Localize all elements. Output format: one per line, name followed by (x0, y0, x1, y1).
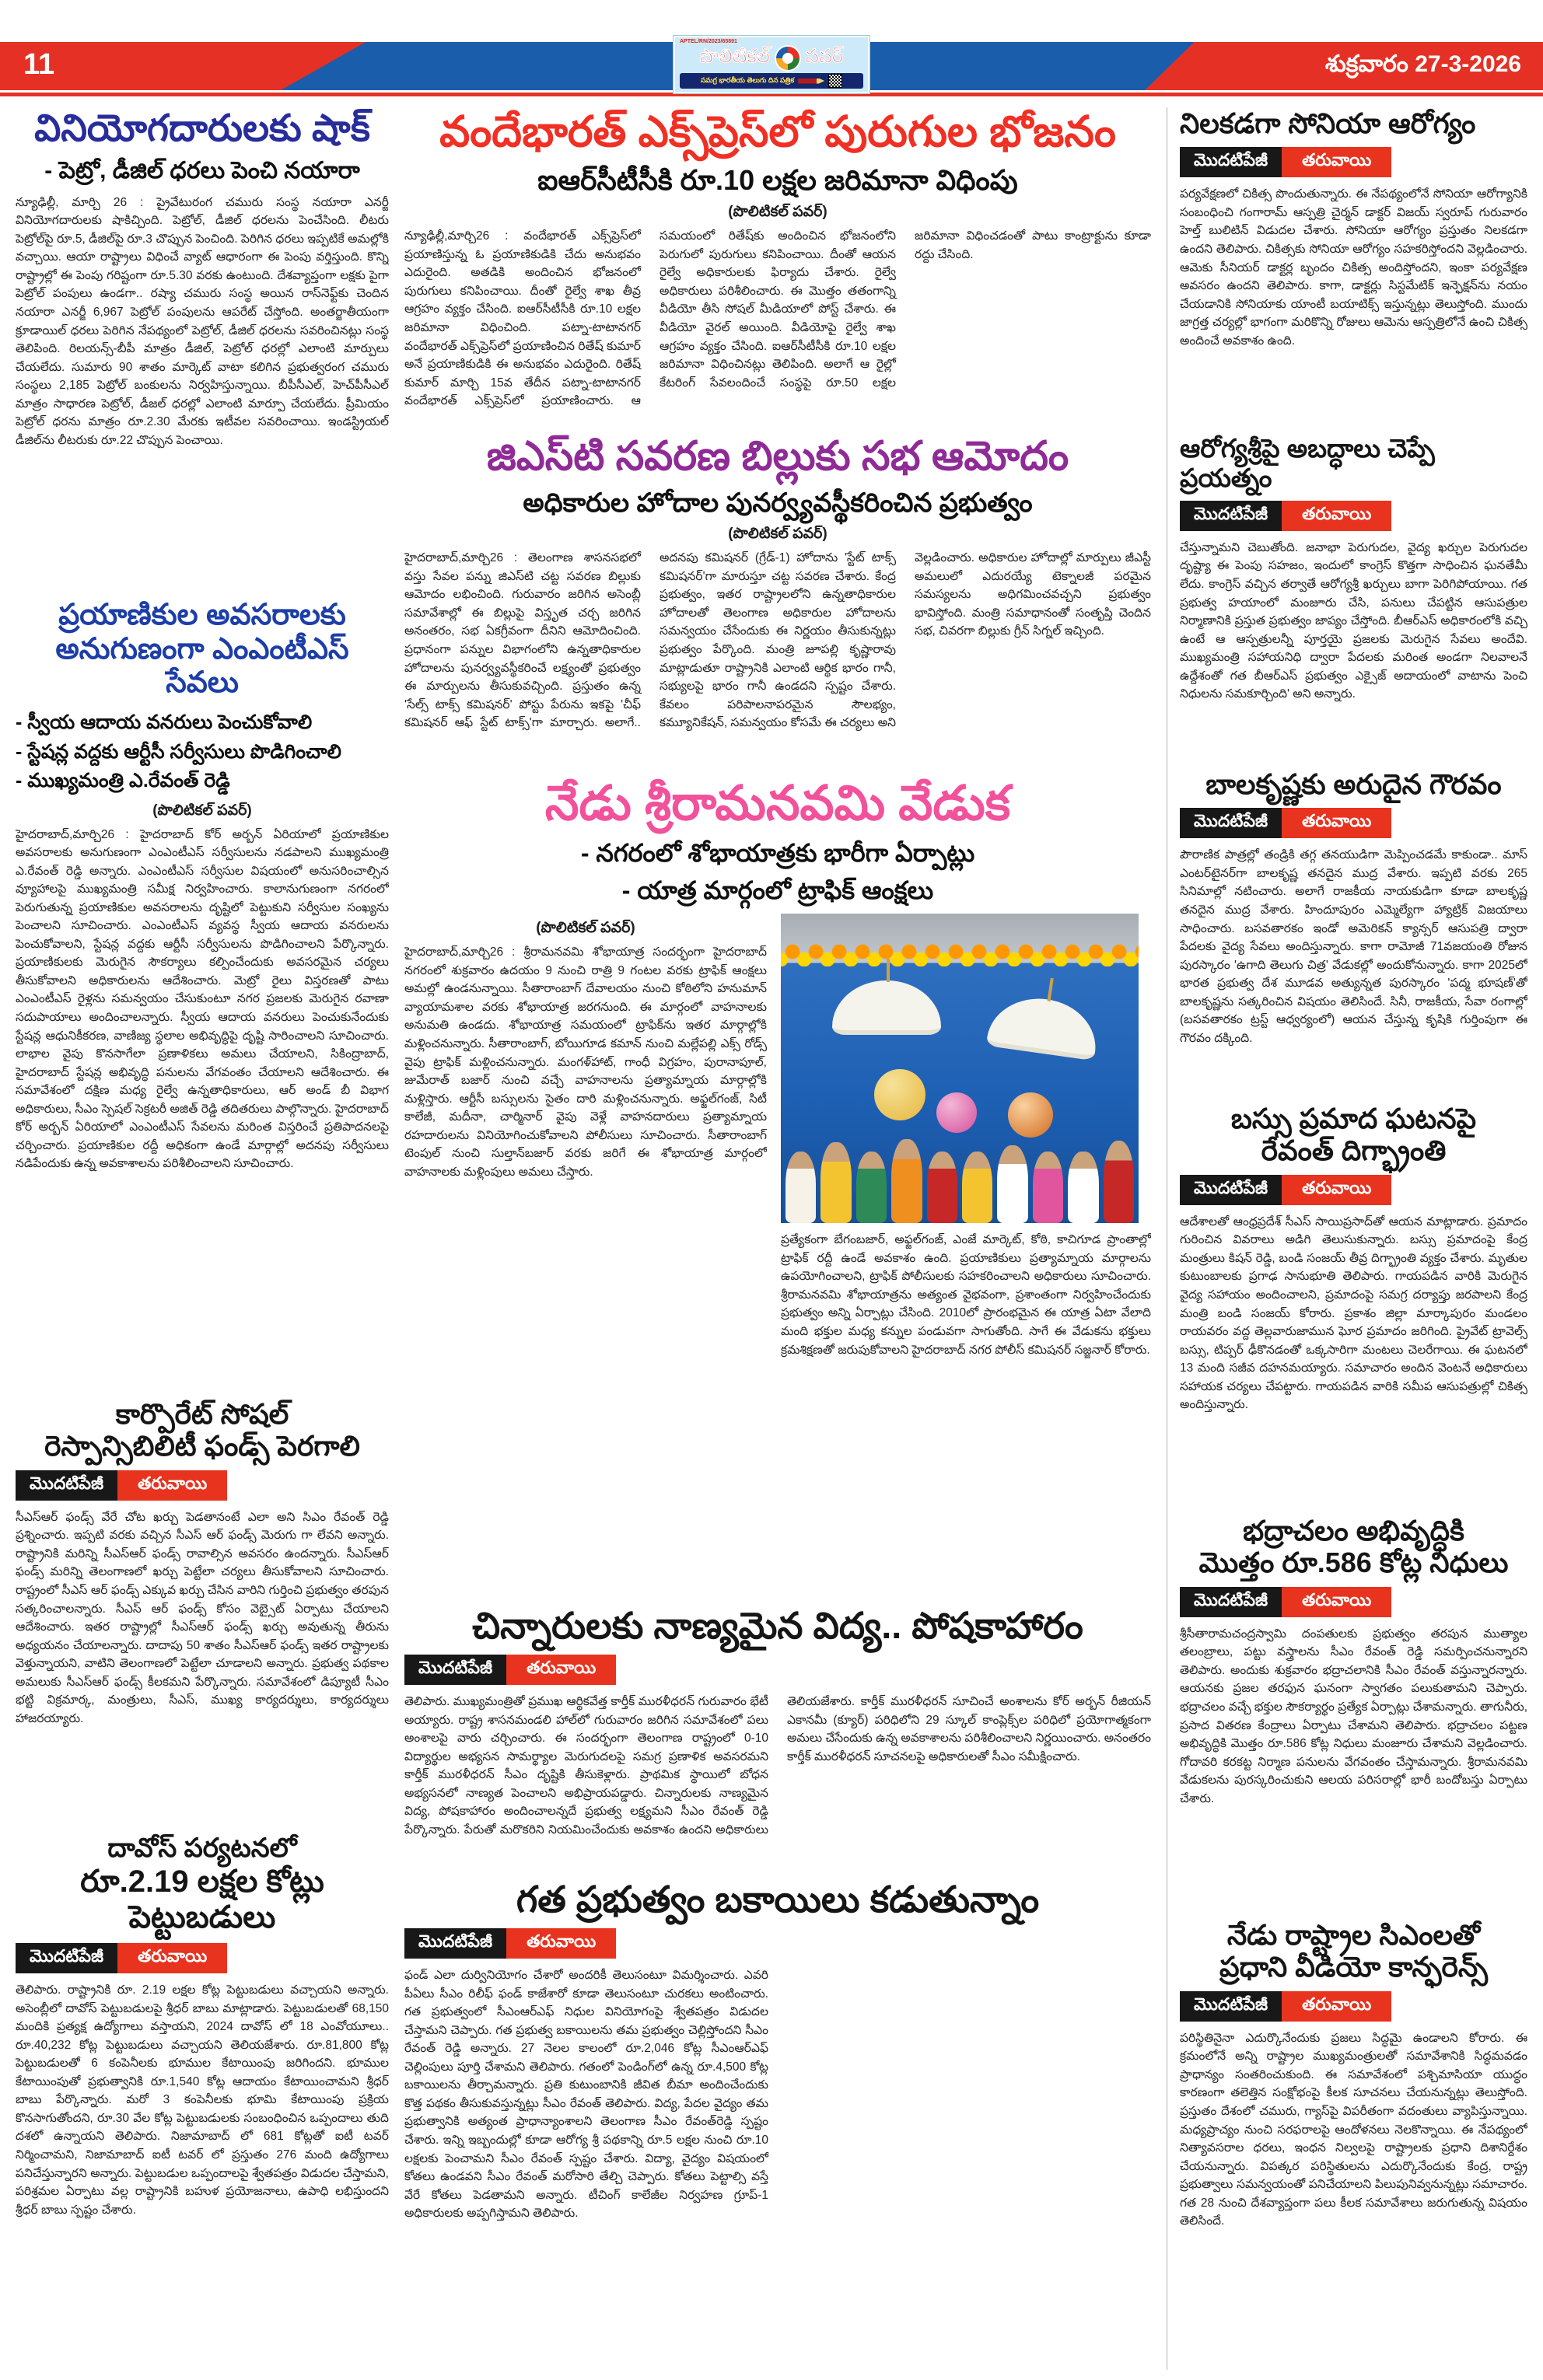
garland-decoration (781, 940, 1139, 966)
article-balakrishna-honour (1180, 768, 1527, 1103)
continued-badge: తరువాయి (1282, 1587, 1391, 1617)
point: - స్టేషన్ల వద్దకు ఆర్టీసీ సర్వీసులు పొడిగించాలి (16, 740, 341, 763)
article-sonia-health (1180, 107, 1527, 434)
masthead-emblem-icon (775, 45, 801, 72)
article-body: పరిస్థితినైనా ఎదుర్కొనేందుకు ప్రజలు సిద్ధమై ఉండాలని కోరారు. ఈ క్రమంలోనే అన్ని రాష్ట్రాల ముఖ్యమంత్రులతో సమావేశానికి సిద్ధమవడం ప్రాధాన్యం సంతరించుకుంది. ఈ సమావేశంలో పశ్చిమాసియా యుద్ధం కారణంగా తలెత్తిన సంక్షోభంపై కీలక సూచనలు చేయనున్నట్లు తెలుస్తోంది. ప్రస్తుతం దేశంలో చమురు, గ్యాస్‌పై విపరీతంగా వదంతులు వ్యాపిస్తున్నాయి. మధ్యప్రాచ్యం నుంచి సరఫరాలపై ఆందోళనలు నెలకొన్నాయి. ఈ నేపథ్యంలో నిత్యావసరాల ధరలు, ఇంధన నిల్వలపై రాష్ట్రాలకు ప్రధాని దిశానిర్దేశం చేయనున్నారు. విపత్కర పరిస్థితులను ఎదుర్కొనేందుకు కేంద్ర, రాష్ట్ర ప్రభుత్వాలు సమన్వయంతో పనిచేయాలని పిలుపునివ్వనున్నట్లు సమాచారం. గత 28 నుంచి దేశవ్యాప్తంగా పలు కీలక సమావేశాలు జరుగుతున్న విషయం తెలిసిందే. (1180, 2031, 1527, 2228)
article-body: తెలిపారు. ముఖ్యమంత్రితో ప్రముఖ ఆర్థికవేత్త కార్తీక్ మురళీధరన్ గురువారం భేటీ అయ్యారు. రాష్ట్ర శాసనమండలి హాల్‌లో గురువారం జరిగిన సమావేశంలో పలు అంశాలపై వారు చర్చించారు. ఈ సందర్భంగా తెలంగాణ రాష్ట్రంలో 0-10 విద్యార్థుల అభ్యసన సామర్థ్యాల మెరుగుదలపై సమగ్ర ప్రణాళిక అవసరమని కార్తీక్ మురళీధరన్ సీఎం దృష్టికి తీసుకెళ్లారు. ప్రాథమిక స్థాయిలో బోధన అభ్యసనలో నాణ్యత పెంచాలని అభిప్రాయపడ్డారు. చిన్నారులకు నాణ్యమైన విద్య, పోషకాహారం అందించాలన్నదే ప్రభుత్వ లక్ష్యమని సీఎం రేవంత్ రెడ్డి పేర్కొన్నారు. పేరుతో మరొకరిని నియమించేందుకు అవకాశం ఉందని అధికారులు తెలియజేశారు. కార్తీక్ మురళీధరన్ సూచించే అంశాలను కోర్ అర్బన్ రీజియన్ ఎకానమీ (క్యూర్) పరిధిలోని 29 స్కూల్ కాంప్లెక్స్‌ల పరిధిలో ప్రయోగాత్మకంగా అమలు చేసేందుకు ఉన్న అవకాశాలను పరిశీలించాలని నిర్ణయించారు. అనంతరం కార్తీక్ మురళీధరన్ సూచనలపై అధికారులతో సీఎం సమీక్షించారు. (404, 1695, 1151, 1837)
article-headline: భద్రాచలం అభివృద్ధికి మొత్తం రూ.586 కోట్ల నిధులు (1198, 1515, 1509, 1579)
continuation-badges (16, 1470, 389, 1501)
continued-badge: తరువాయి (117, 1470, 227, 1501)
first-page-badge: మొదటిపేజీ (1180, 147, 1282, 177)
first-page-badge: మొదటిపేజీ (1180, 501, 1282, 531)
article-body: తెలిపారు. రాష్ట్రానికి రూ. 2.19 లక్షల కోట్ల పెట్టుబడులు వచ్చాయని అన్నారు. అసెంబ్లీలో దావోస్ పెట్టుబడులపై శ్రీధర్ బాబు మాట్లాడారు. పెట్టుబడులతో 68,150 మందికి ప్రత్యక్ష ఉద్యోగాలు వస్తాయని, 2024 దావోస్ లో 18 ఎంవోయూలు.. రూ.40,232 కోట్ల పెట్టుబడులు వచ్చాయని తెలియజేశారు. రూ.81,800 కోట్ల పెట్టుబడులతో 6 కంపెనీలకు భూముల కేటాయింపు జరిగిందని. భూముల కేటాయింపుతో ప్రభుత్వానికి రూ.1,540 కోట్ల ఆదాయం కేటాయించామని శ్రీధర్ బాబు పేర్కొన్నారు. మరో 3 కంపెనీలకు భూమి కేటాయింపు ప్రక్రియ కొనసాగుతోందని, రూ.30 వేల కోట్ల పెట్టుబడులకు సంబంధించిన ఒప్పందాలు తుది దశలో ఉన్నాయని తెలిపారు. నిజామాబాద్ లో 681 కోట్లతో ఐటీ టవర్ నిర్మించామని, నిజామాబాద్ ఐటీ టవర్ లో ప్రస్తుతం 276 మంది ఉద్యోగాలు పనిచేస్తున్నారని అన్నారు. పెట్టుబడుల ఒప్పందాలపై శ్వేతపత్రం విడుదల చేస్తామని, పరిశ్రమల ఏర్పాటు వల్ల రాష్ట్రానికి బహుళ ప్రయోజనాలు, ఉపాధి లభిస్తుందని శ్రీధర్ బాబు స్పష్టం చేశారు. (16, 1983, 389, 2217)
article-headline: ప్రయాణికుల అవసరాలకు అనుగుణంగా ఎంఎంటీఎస్ సేవలు (55, 599, 349, 700)
right-column (1167, 107, 1527, 2370)
article-body: న్యూఢిల్లీ,మార్చి26 : వందేభారత్ ఎక్స్‌ప్రెస్‌లో ప్రయాణిస్తున్న ఓ ప్రయాణికుడికి చేదు అనుభవం ఎదురైంది. అతడికి అందించిన భోజనంలో పురుగులు కనిపించాయి. దీంతో రైల్వే శాఖ తీవ్ర ఆగ్రహం వ్యక్తం చేసింది. ఐఆర్‌సీటీసీకి రూ.10 లక్షల జరిమానా విధించింది. పట్నా-టాటానగర్ వందేభారత్ ఎక్స్‌ప్రెస్‌లో ప్రయాణించిన రితేష్ కుమార్ అనే ప్రయాణికుడికి ఈ అనుభవం ఎదురైంది. రితేష్ కుమార్ మార్చి 15వ తేదీన పట్నా-టాటానగర్ వందేభారత్ ఎక్స్‌ప్రెస్‌లో ప్రయాణించారు. ఆ సమయంలో రితేష్‌కు అందించిన భోజనంలోని పెరుగులో పురుగులు కనిపించాయి. దీంతో ఆయన రైల్వే అధికారులకు ఫిర్యాదు చేశారు. రైల్వే అధికారులు పరిశీలించారు. ఈ మొత్తం తతంగాన్ని వీడియో తీసి సోషల్ మీడియాలో పోస్ట్ చేశారు. ఈ వీడియో వైరల్ అయింది. వీడియోపై రైల్వే శాఖ ఆగ్రహం వ్యక్తం చేసింది. ఐఆర్‌సీటీసీకి రూ.10 లక్షల జరిమానా విధించినట్లు తెలిపింది. అలాగే ఆ రైల్లో కేటరింగ్ సేవలందించే సంస్థపై రూ.50 లక్షల జరిమానా విధించడంతో పాటు కాంట్రాక్టును కూడా రద్దు చేసింది. (404, 229, 1151, 408)
article-subhead: - నగరంలో శోభాయాత్రకు భారీగా ఏర్పాట్లు (580, 839, 975, 868)
first-page-badge: మొదటిపేజీ (404, 1928, 506, 1959)
article-sri-rama-navami (404, 776, 1151, 1605)
masthead-title-right: పవర్ (805, 45, 844, 67)
article-headline: బస్సు ప్రమాద ఘటనపై రేవంత్ దిగ్భ్రాంతి (1230, 1103, 1477, 1167)
byline: (పొలిటికల్ పవర్) (152, 802, 252, 819)
article-points (16, 708, 389, 796)
date-label: శుక్రవారం 27-3-2026 (1324, 51, 1521, 77)
first-page-badge: మొదటిపేజీ (16, 1470, 117, 1501)
masthead-reg-no: APTEL/RN/2023/65891 (680, 39, 737, 44)
article-bhadrachalam-funds (1180, 1515, 1527, 1919)
page-number: 11 (23, 48, 55, 81)
continuation-badges (1180, 1587, 1527, 1617)
article-mmts-services (16, 599, 389, 1398)
article-gst-bill (404, 434, 1151, 776)
article-headline: బాలకృష్ణకు అరుదైన గౌరవం (1205, 768, 1502, 800)
article-body: సీఎస్ఆర్ ఫండ్స్ వేరే చోట ఖర్చు పెడతానంటే ఎలా అని సిఎం రేవంత్ రెడ్డి ప్రశ్నించారు. ఇప్పటి వరకు వచ్చిన సీఎస్ ఆర్ ఫండ్స్ మెరుగు గా లేవని అన్నారు. రాష్ట్రానికి మరిన్ని సీఎస్ఆర్ ఫండ్స్ రావాల్సిన అవసరం ఉందన్నారు. సీఎస్ఆర్ ఫండ్స్ మరిన్ని తెలంగాణలో ఖర్చు పెట్టేలా చర్యలు తీసుకోవాలని సూచించారు. రాష్ట్రంలో సీఎస్ ఆర్ ఫండ్స్ ఎక్కువ ఖర్చు చేసిన వారిని గుర్తించి ప్రభుత్వం తరపున సత్కరించాలన్నారు. సీఎస్ ఆర్ ఫండ్స్ కోసం వెబ్సైట్ ఏర్పాటు చేయాలని ఆదేశించారు. ఇతర రాష్ట్రాల్లో సీఎస్ఆర్ ఫండ్స్ ఖర్చు అవుతున్న తీరును అధ్యయనం చేయాలన్నారు. దాదాపు 50 శాతం సీఎస్ఆర్ ఫండ్స్ ఇతర రాష్ట్రాలకు వెళ్తున్నాయని, వాటిని తెలంగాణలో పెట్టేలా చూడాలని అన్నారు. ప్రభుత్వ పథకాల అమలుకు సీఎస్ఆర్ ఫండ్స్ కీలకమని పేర్కొన్నారు. సమావేశంలో డిప్యూటీ సీఎం భట్టి విక్రమార్క, మంత్రులు, సీఎస్, ముఖ్య కార్యదర్శులు, కార్యదర్శులు హాజరయ్యారు. (16, 1510, 389, 1725)
continuation-badges (16, 1943, 389, 1973)
article-body: పర్యవేక్షణలో చికిత్స పొందుతున్నారు. ఈ నేపథ్యంలోనే సోనియా ఆరోగ్యానికి సంబంధించి గంగారామ్ ఆస్పత్రి చైర్మన్ డాక్టర్ విజయ్ స్వరూప్ గురువారం హెల్త్ బులిటిన్ విడుదల చేశారు. సోనియా ఆరోగ్యం ప్రస్తుతం నిలకడగా ఉందని తెలిపారు. చికిత్సకు సోనియా ఆరోగ్యం సహకరిస్తోందని వెల్లడించారు. ఆమెకు సీనియర్ డాక్టర్ల బృందం చికిత్స అందిస్తోందని, ఇంకా పర్యవేక్షణ అవసరం ఉందని తెలిపారు. కాగా, డాక్టర్లు సిస్టమేటిక్ ఇన్ఫెక్షన్‌ను నయం చేయడానికి సోనియాకు యాంటీ బయాటిక్స్ ఇస్తున్నట్లు తెలుస్తోంది. ముందు జాగ్రత్త చర్యల్లో భాగంగా మరికొన్ని రోజులు ఆమెను ఆస్పత్రిలోనే ఉంచి చికిత్స అందించే అవకాశం ఉంది. (1180, 187, 1527, 348)
continued-badge: తరువాయి (1282, 1991, 1391, 2022)
article-body: చేస్తున్నామని చెబుతోంది. జనాభా పెరుగుదల, వైద్య ఖర్చుల పెరుగుదల దృష్ట్యా ఈ పెంపు సహజం, ఇందులో కాంగ్రెస్ కొత్తగా సాధించిన ఘనతేమీ లేదు. కాంగ్రెస్ వచ్చిన తర్వాతే ఆరోగ్యశ్రీ ఖర్చులు బాగా పెరిగిపోయాయి. గత ప్రభుత్వ హయాంలో మంజూరు చేసి, పనులు చేపట్టిన ఆసుపత్రుల నిర్మాణానికి ప్రస్తుత ప్రభుత్వం జాప్యం చేస్తోంది. బీఆర్ఎస్ అధికారంలోకి వచ్చి ఉంటే ఆ ఆస్పత్రులన్నీ పూర్తయై ప్రజలకు మెరుగైన సేవలు అందేవి. ముఖ్యమంత్రి సహాయనిధి ద్వారా పేదలకు మరింత అండగా నిలవాలనే ఉద్దేశంతో గత బీఆర్ఎస్ ప్రభుత్వం ఎక్సైజ్ అదాయంలో వాటాను పెంచి నిధులను సమకూర్చింది' అని అన్నారు. (1180, 540, 1527, 701)
center-column (404, 107, 1151, 2370)
first-page-badge: మొదటిపేజీ (1180, 1991, 1282, 2022)
byline: (పొలిటికల్ పవర్) (536, 920, 635, 937)
article-subhead: - పెట్రో, డీజిల్ ధరలు పెంచి నయారా (44, 158, 360, 184)
article-body: హైదరాబాద్,మార్చి26 : హైదరాబాద్ కోర్ అర్బన్ ఏరియాలో ప్రయాణికుల అవసరాలకు అనుగుణంగా ఎంఎంటీఎస్ సర్వీసులను నడపాలని ముఖ్యమంత్రి ఎ.రేవంత్ రెడ్డి అన్నారు. ఎంఎంటీఎస్ సర్వీసుల విషయంలో అనుసరించాల్సిన వ్యూహాలపై ముఖ్యమంత్రి సమీక్ష నిర్వహించారు. కాలానుగుణంగా నగరంలో పెరుగుతున్న ప్రయాణికుల అవసరాలను దృష్టిలో పెట్టుకుని సర్వీసుల సంఖ్యను పెంచాలని సూచించారు. ఎంఎంటీఎస్ వ్యవస్థ స్వీయ ఆదాయ వనరులను పెంచుకోవాలని, స్టేషన్ల వద్దకు ఆర్టీసీ సర్వీసులను పొడిగించాలని పేర్కొన్నారు. ప్రయాణికులకు మెరుగైన సౌకర్యాలు కల్పించేందుకు అవసరమైన చర్యలు తీసుకోవాలని అధికారులను ఆదేశించారు. మెట్రో రైలు విస్తరణతో పాటు ఎంఎంటీఎస్ రైళ్లను సమన్వయం చేసుకుంటూ నగర ప్రజలకు మెరుగైన రవాణా సదుపాయాలు అందించాలన్నారు. స్వీయ ఆదాయ వనరులు పెంచుకునేందుకు స్టేషన్ల ఆధునికీకరణ, వాణిజ్య స్థలాల అభివృద్ధిపై దృష్టి సారించాలని సూచించారు. లాభాల వైపు కొనసాగేలా ప్రణాళికలు అమలు చేయాలని, సికింద్రాబాద్, హైదరాబాద్ స్టేషన్ల అభివృద్ధి పనులను వేగవంతం చేయాలని ఆదేశించారు. ఈ సమావేశంలో దక్షిణ మధ్య రైల్వే ఉన్నతాధికారులు, ఆర్ అండ్ బీ విభాగ అధికారులు, సీఎం స్పెషల్ సెక్రటరీ అజిత్ రెడ్డి తదితరులు పాల్గొన్నారు. హైదరాబాద్ కోర్ అర్బన్ ఏరియాలో ఎంఎంటీఎస్ సేవలను మరింత విస్తరించే ప్రతిపాదనలపై చర్చించారు. ప్రయాణికుల రద్దీ అధికంగా ఉండే మార్గాల్లో అదనపు సర్వీసులు నడిపేందుకు ఉన్న అవకాశాలను పరిశీలించాలని సూచించారు. (16, 827, 389, 1171)
article-headline: జిఎస్‌టి సవరణ బిల్లుకు సభ ఆమోదం (486, 434, 1069, 479)
masthead-tagline: సమగ్ర భారతీయ తెలుగు దిన పత్రిక (700, 75, 795, 84)
continuation-badges (1180, 147, 1527, 177)
pen-icon (798, 79, 824, 84)
continued-badge: తరువాయి (1282, 808, 1391, 838)
article-body: ఆదేశాలతో ఆంధ్రప్రదేశ్ సీఎస్ సాయిప్రసాద్‌తో ఆయన మాట్లాడారు. ప్రమాదం గురించిన వివరాలు అడిగి తెలుసుకున్నారు. బస్సు ప్రమాదంపై కేంద్ర మంత్రులు కిషన్ రెడ్డి, బండి సంజయ్ తీవ్ర దిగ్భ్రాంతి వ్యక్తం చేశారు. మృతుల కుటుంబాలకు ప్రగాఢ సానుభూతి తెలిపారు. గాయపడిన వారికి మెరుగైన వైద్య సహాయం అందించాలని, ప్రమాదంపై సమగ్ర దర్యాప్తు జరపాలని కేంద్ర మంత్రి బండి సంజయ్ కోరారు. ప్రకాశం జిల్లా మార్కాపురం మండలం రాయవరం వద్ద తెల్లవారుజామున ఘోర ప్రమాదం జరిగింది. ప్రైవేట్ ట్రావెల్స్ బస్సు, టిప్పర్ ఢీకొనడంతో ఒక్కసారిగా మంటలు చెలరేగాయి. ఈ ఘటనలో 13 మంది సజీవ దహనమయ్యారు. సమాచారం అందిన వెంటనే అధికారులు సహాయక చర్యలు చేపట్టారు. గాయపడిన వారికి సమీప ఆసుపత్రుల్లో చికిత్స అందిస్తున్నారు. (1180, 1214, 1527, 1412)
point: - ముఖ్యమంత్రి ఎ.రేవంత్ రెడ్డి (16, 770, 230, 792)
temple-umbrella-icon (986, 992, 1101, 1061)
crowd-of-devotees (781, 1131, 1139, 1223)
article-body-below-photo: ప్రత్యేకంగా బేగంబజార్, అఫ్జల్‌గంజ్, ఎంజే మార్కెట్, కోఠి, కాచిగూడ ప్రాంతాల్లో ట్రాఫిక్ రద్దీ ఉండే అవకాశం ఉంది. ప్రయాణికులు ప్రత్యామ్నాయ మార్గాలను ఉపయోగించాలని, ట్రాఫిక్ పోలీసులకు సహకరించాలని అధికారులు సూచించారు. శ్రీరామనవమి శోభాయాత్రను అత్యంత వైభవంగా, ప్రశాంతంగా నిర్వహించేందుకు ప్రభుత్వం అన్ని ఏర్పాట్లు చేసింది. 2010లో ప్రారంభమైన ఈ యాత్ర ఏటా వేలాది మంది భక్తుల మధ్య కన్నుల పండువగా సాగుతోంది. సాగే ఈ వేడుకను భక్తులు క్రమశిక్షణతో జరుపుకోవాలని హైదరాబాద్ నగర పోలీస్ కమిషనర్ సజ్జనార్ కోరారు. (781, 1233, 1151, 1357)
article-headline: వినియోగదారులకు షాక్ (34, 108, 370, 149)
article-vande-bharat (404, 107, 1151, 434)
qr-code-icon (828, 74, 842, 88)
article-subhead: ఐఆర్‌సీటీసీకి రూ.10 లక్షల జరిమానా విధింపు (537, 164, 1018, 197)
first-page-badge: మొదటిపేజీ (1180, 1587, 1282, 1617)
continued-badge: తరువాయి (1282, 1175, 1391, 1205)
first-page-badge: మొదటిపేజీ (1180, 1175, 1282, 1205)
article-body: పౌరాణిక పాత్రల్లో తండ్రికి తగ్గ తనయుడిగా మెప్పించడమే కాకుండా.. మాస్ ఎంటర్‌టైనర్‌గా బాలకృష్ణ తనదైన ముద్ర వేశారు. ఇప్పటి వరకు 265 సినిమాల్లో నటించారు. అలాగే రాజకీయ నాయకుడిగా కూడా బాలకృష్ణ తనదైన ముద్ర వేశారు. హిందూపురం ఎమ్మెల్యేగా హ్యాట్రిక్ విజయాలు సాధించారు. బసవతారకం ఇండో అమెరికన్ క్యాన్సర్ ఆసుపత్రి ద్వారా పేదలకు వైద్య సేవలు అందిస్తున్నారు. కాగా రామోజీ 71వజయంతి రోజున పురస్కారం 'ఉగాది తెలుగు చిత్ర' వేడుకల్లో అందుకోనున్నారు. కాగా 2025లో భారత ప్రభుత్వ దేశ మూడవ అత్యున్నత పురస్కారం 'పద్మ భూషణ్'తో బాలకృష్ణను సత్కరించిన విషయం తెలిసిందే. సినీ, రాజకీయ, సేవా రంగాల్లో (బసవతారకం ట్రస్ట్ ఆధ్వర్యంలో) ఆయన చేస్తున్న కృషికి గుర్తింపుగా ఈ గౌరవం దక్కింది. (1180, 848, 1527, 1045)
deity-figure (874, 1069, 925, 1120)
article-body: హైదరాబాద్,మార్చి26 : తెలంగాణ శాసనసభలో వస్తు సేవల పన్ను జిఎస్‌టి చట్ట సవరణ బిల్లుకు ఆమోదం లభించింది. గురువారం జరిగిన అసెంబ్లీ సమావేశాల్లో ఈ బిల్లుపై విస్తృత చర్చ జరిగిన అనంతరం, సభ ఏకగ్రీవంగా దీనిని ఆమోదించింది. ప్రధానంగా పన్నుల విభాగంలోని ఉన్నతాధికారుల హోదాలను పునర్వ్యవస్థీకరించే లక్ష్యంతో ప్రభుత్వం ఈ మార్పులను తీసుకువచ్చింది. ప్రస్తుతం ఉన్న 'సేల్స్ టాక్స్ కమిషనర్' పోస్టు పేరును ఇకపై 'చీఫ్ కమిషనర్ ఆఫ్ స్టేట్ టాక్స్'గా మార్చారు. అలాగే.. అదనపు కమిషనర్ (గ్రేడ్-1) హోదాను 'స్టేట్ టాక్స్ కమిషనర్'గా మారుస్తూ చట్ట సవరణ చేశారు. కేంద్ర ప్రభుత్వం, ఇతర రాష్ట్రాలలోని ఉన్నతాధికారుల హోదాలతో తెలంగాణ అధికారుల హోదాలను సమన్వయం చేసేందుకు ఈ నిర్ణయం తీసుకున్నట్లు ప్రభుత్వం పేర్కొంది. మంత్రి జూపల్లి కృష్ణారావు మాట్లాడుతూ రాష్ట్రానికి ఎలాంటి ఆర్థిక భారం గానీ, సభ్యులపై భారం గానీ ఉండదని స్పష్టం చేశారు. కేవలం పరిపాలనాపరమైన సౌలభ్యం, కమ్యూనికేషన్, సమన్వయం కోసమే ఈ చర్యలు అని వెల్లడించారు. అధికారుల హోదాల్లో మార్పులు జీఎస్టీ అమలులో ఎదురయ్యే టెక్నాలజీ పరమైన సమస్యలను అధిగమించవచ్చని ప్రభుత్వం భావిస్తోంది. మంత్రి సమాధానంతో సంతృప్తి చెందిన సభ, చివరగా బిల్లుకు గ్రీన్ సిగ్నల్ ఇచ్చింది. (404, 551, 1151, 730)
article-headline: చిన్నారులకు నాణ్యమైన విద్య.. పోషకాహారం (472, 1605, 1083, 1646)
byline: (పొలిటికల్ పవర్) (728, 526, 827, 543)
article-consumer-shock (16, 107, 389, 599)
article-headline: నిలకడగా సోనియా ఆరోగ్యం (1180, 107, 1476, 139)
article-bus-accident (1180, 1103, 1527, 1515)
article-previous-govt-dues (404, 1878, 1151, 2345)
temple-umbrella-icon (832, 980, 941, 1035)
article-subhead: - యాత్ర మార్గంలో ట్రాఫిక్ ఆంక్షలు (621, 876, 934, 905)
continued-badge: తరువాయి (1282, 147, 1391, 177)
article-body: శ్రీసీతారామచంద్రస్వామి దంపతులకు ప్రభుత్వం తరపున ముత్యాల తలంబ్రాలు, పట్టు వస్త్రాలను సీఎం రేవంత్ రెడ్డి సమర్పించనున్నారని తెలిపారు. అందుకు శుక్రవారం భద్రాచలానికి సీఎం రేవంత్ వస్తున్నారన్నారు. ఆయనకు ప్రజల తరఫున ఘనంగా స్వాగతం పలుకుతామని చెప్పారు. భద్రాచలం వచ్చే భక్తుల సౌకర్యార్థం ప్రత్యేక ఏర్పాట్లు చేశామన్నారు. తాగునీరు, ప్రసాద వితరణ కేంద్రాలు ఏర్పాటు చేశామని తెలిపారు. భద్రాచలం పట్టణ అభివృద్ధికి మొత్తం రూ.586 కోట్ల నిధులు మంజూరు చేశామని వెల్లడించారు. గోదావరి కరకట్ట నిర్మాణ పనులను వేగవంతం చేస్తామన్నారు. శ్రీరామనవమి వేడుకలను పురస్కరించుకుని ఆలయ పరిసరాల్లో భారీ బందోబస్తు ఏర్పాటు చేశారు. (1180, 1627, 1527, 1805)
continuation-badges (1180, 1991, 1527, 2022)
article-headline: ఆరోగ్యశ్రీపై అబద్ధాలు చెప్పే ప్రయత్నం (1180, 434, 1435, 492)
article-body: హైదరాబాద్,మార్చి26 : శ్రీరామనవమి శోభాయాత్ర సందర్భంగా హైదరాబాద్ నగరంలో శుక్రవారం ఉదయం 9 నుంచి రాత్రి 9 గంటల వరకు ట్రాఫిక్ ఆంక్షలు అమల్లో ఉండనున్నాయి. సీతారాంబాగ్ దేవాలయం నుంచి కోఠిలోని హనుమాన్ వ్యాయామశాల వరకు శోభాయాత్ర జరగనుంది. ఈ మార్గంలో వాహనాలకు అనుమతి ఉండదు. శోభాయాత్ర సమయంలో ట్రాఫిక్‌ను ఇతర మార్గాల్లోకి మళ్లించనున్నారు. సీతారాంబాగ్, బోయిగూడ కమాన్ నుంచి మల్లేపల్లి ఎక్స్ రోడ్స్ వైపు ట్రాఫిక్ మళ్లించనున్నారు. మంగళ్‌హాట్, గాంధీ విగ్రహం, పురానాపూల్, జుమేరాత్ బజార్ నుంచి వచ్చే వాహనాలను ప్రత్యామ్నాయ మార్గాల్లోకి మళ్లిస్తారు. ఆర్టీసీ బస్సులను సైతం దారి మళ్లించనున్నారు. అఫ్జల్‌గంజ్, సిటీ కాలేజీ, మదీనా, చార్మినార్ వైపు వెళ్లే వాహనదారులు ప్రత్యామ్నాయ రహదారులను వినియోగించుకోవాలని పోలీసులు సూచించారు. సీతారాంబాగ్ టెంపుల్ నుంచి సుల్తాన్‌బజార్ వరకు జరిగే ఈ శోభాయాత్ర మార్గంలో వాహనాలకు మళ్లింపులు అమలు చేస్తారు. (404, 945, 767, 1179)
first-page-badge: మొదటిపేజీ (1180, 808, 1282, 838)
point: - స్వీయ ఆదాయ వనరులు పెంచుకోవాలి (16, 711, 313, 734)
continued-badge: తరువాయి (506, 1655, 616, 1685)
article-headline: కార్పొరేట్ సోషల్ రెస్పాన్సిబిలిటీ ఫండ్స్ పెరగాలి (44, 1398, 360, 1463)
continuation-badges (1180, 808, 1527, 838)
continued-badge: తరువాయి (1282, 501, 1391, 531)
article-headline: నేడు రాష్ట్రాల సిఎంలతో ప్రధాని వీడియో కాన్ఫరెన్స్ (1219, 1919, 1488, 1983)
article-davos-investments (16, 1833, 389, 2370)
masthead-title-left: పొలిటికల్ (699, 45, 770, 67)
article-headline: గత ప్రభుత్వం బకాయిలు కడుతున్నాం (516, 1878, 1040, 1920)
article-pm-video-conference (1180, 1919, 1527, 2354)
header-band (0, 39, 1543, 90)
article-aarogyasri-lies (1180, 434, 1527, 768)
continuation-badges (404, 1928, 1151, 1959)
left-column (16, 107, 389, 2370)
article-body: న్యూఢిల్లీ, మార్చి 26 : ప్రైవేటురంగ చమురు సంస్థ నయారా ఎనర్జీ వినియోగదారులకు షాకిచ్చింది. పెట్రోల్, డీజిల్ ధరలను పెంచేసింది. లీటరు పెట్రోల్‌పై రూ.5, డీజిల్‌పై రూ.3 చొప్పున పెంచింది. పెరిగిన ధరలు ఇప్పటికే అమల్లోకి వచ్చాయి. ఆయా రాష్ట్రాలు విధించే వ్యాట్ ఆధారంగా ఈ పెంపు వర్తిస్తుంది. కొన్ని రాష్ట్రాల్లో ఈ పెంపు గరిష్టంగా రూ.5.30 వరకు ఉంటుంది. దేశవ్యాప్తంగా లక్షకు పైగా పెట్రోల్ పంపులు ఉండగా.. రష్యా చమురు సంస్థ అయిన రాస్‌నెఫ్ట్‌కు చెందిన నయారా ఎనర్జీ 6,967 పెట్రోల్ పంపులను ఆపరేట్ చేస్తోంది. అంతర్జాతీయంగా క్రూడాయిల్ ధరలు పెరిగిన నేపథ్యంలో పెట్రోల్, డీజిల్ ధరలను సవరించినట్లు సంస్థ తెలిపింది. రిలయన్స్-బీపీ మాత్రం డీజిల్, పెట్రోల్ ధరల్లో ఎలాంటి మార్పులు చేయలేదు. సుమారు 90 శాతం మార్కెట్ వాటా కలిగిన ప్రభుత్వరంగ చమురు సంస్థలు 2,185 పెట్రోల్ బంకులను నిర్వహిస్తున్నాయి. బీపీసీఎల్, హెచ్‌పీసీఎల్ మాత్రం సాధారణ పెట్రోల్, డీజల్ ధరల్లో ఎలాంటి మార్పూ చేయలేదు. ప్రీమియం పెట్రోల్ ధరను మాత్రం రూ.2.30 మేరకు ఇటీవల సవరించాయి. ఇండస్ట్రియల్ డీజిల్‌ను లీటరుకు రూ.22 చొప్పున పెంచాయి. (16, 195, 389, 447)
article-children-education (404, 1605, 1151, 1878)
article-headline: వందేభారత్ ఎక్స్‌ప్రెస్‌లో పురుగుల భోజనం (439, 107, 1116, 156)
continued-badge: తరువాయి (506, 1928, 616, 1959)
continuation-badges (1180, 1175, 1527, 1205)
article-body: ఫండ్ ఎలా దుర్వినియోగం చేశారో అందరికీ తెలుసంటూ విమర్శించారు. ఎవరి పీఏలు సీఎం రిలీఫ్ ఫండ్ కాజేశారో కూడా తెలుసంటూ చురకలు అంటించారు. గత ప్రభుత్వంలో సీఎంఆర్ఎఫ్ నిధుల వినియోగంపై శ్వేతపత్రం విడుదల చేస్తామని చెప్పారు. గత ప్రభుత్వ బకాయిలను తమ ప్రభుత్వం చెల్లిస్తోందని సీఎం రేవంత్ రెడ్డి అన్నారు. 27 నెలల కాలంలో రూ.2,046 కోట్ల సీఎంఆర్ఎఫ్ చెల్లింపులు పూర్తి చేశామని తెలిపారు. గతంలో పెండింగ్‌లో ఉన్న రూ.4,500 కోట్ల బకాయిలను తీర్చామన్నారు. ప్రతి కుటుంబానికి జీవిత బీమా అందించేందుకు కొత్త పథకం తీసుకువస్తున్నట్లు సీఎం రేవంత్ తెలిపారు. విద్య, పేదల వైద్యం తమ ప్రభుత్వానికి అత్యంత ప్రాధాన్యాంశాలని తెలంగాణ సీఎం రేవంత్‌రెడ్డి స్పష్టం చేశారు. ఇన్ని ఇబ్బందుల్లో కూడా ఆరోగ్య శ్రీ పథకాన్ని రూ.5 లక్షల నుంచి రూ.10 లక్షలకు పెంచామని సీఎం రేవంత్ స్పష్టం చేశారు. విద్యా, వైద్యం విషయంలో కోతలు ఉండవని సీఎం రేవంత్ మరోసారి తేల్చి చెప్పారు. కోతలు పెట్టాల్సి వస్తే వేరే కోతలు పెడతామని అన్నారు. టీచింగ్ కాలేజీల నిర్వహణ గ్రూప్-1 అధికారులకు అప్పగిస్తామని తెలిపారు. (404, 1969, 768, 2221)
first-page-badge: మొదటిపేజీ (16, 1943, 117, 1973)
masthead (674, 36, 869, 93)
first-page-badge: మొదటిపేజీ (404, 1655, 506, 1685)
deity-figure (936, 1092, 977, 1133)
article-csr-funds (16, 1398, 389, 1833)
continuation-badges (1180, 501, 1527, 531)
continuation-badges (404, 1655, 1151, 1685)
procession-photo (781, 914, 1139, 1223)
continued-badge: తరువాయి (117, 1943, 227, 1973)
article-headline: దావోస్ పర్యటనలో రూ.2.19 లక్షల కోట్లు పెట్టుబడులు (80, 1833, 324, 1935)
article-headline: నేడు శ్రీరామనవమి వేడుక (544, 777, 1011, 830)
article-subhead: అధికారుల హోదాల పునర్వ్యవస్థీకరించిన ప్రభుత్వం (523, 488, 1033, 518)
byline: (పొలిటికల్ పవర్) (728, 204, 827, 221)
